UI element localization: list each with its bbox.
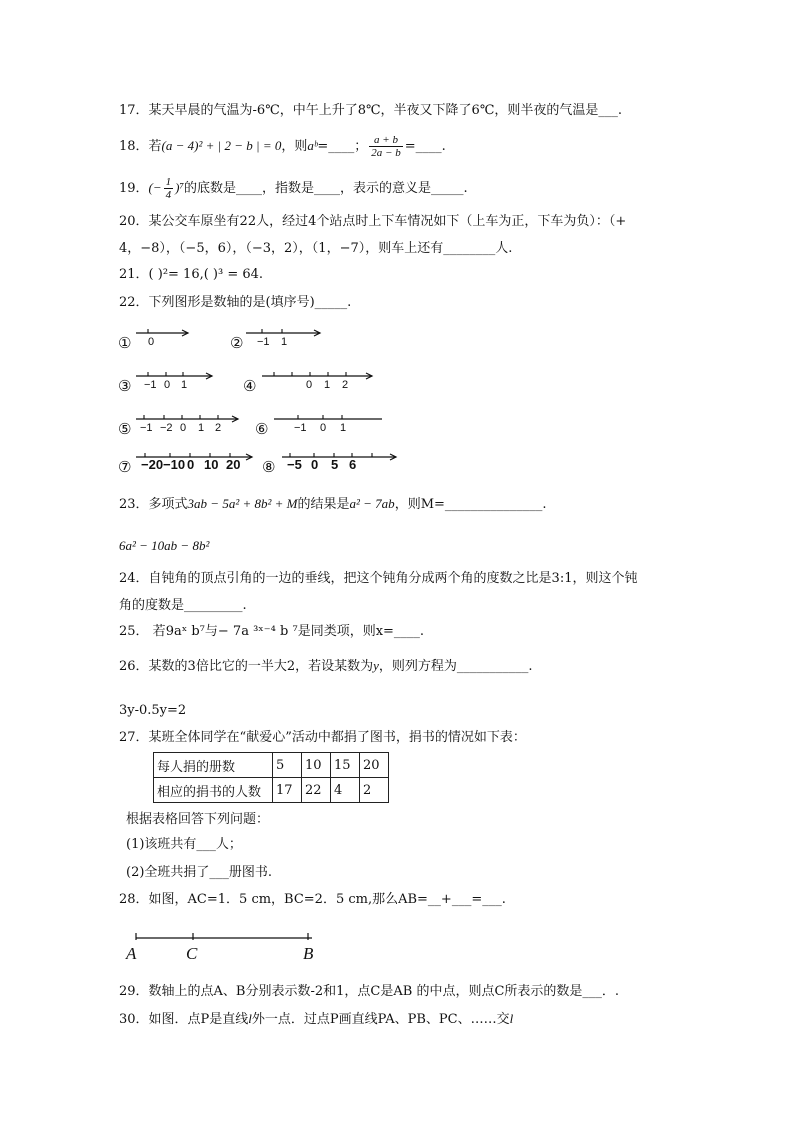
numberline-2 xyxy=(230,329,320,352)
numberline-8 xyxy=(262,453,396,476)
numberline-label: 1 xyxy=(181,379,188,391)
question-25 xyxy=(119,623,424,641)
numberline-id: ① xyxy=(118,335,132,352)
numberline-label: 0 xyxy=(180,422,187,434)
q25-term2: − 7a ³ˣ⁻⁴ b ⁷ xyxy=(217,624,298,639)
numberline-3 xyxy=(118,372,212,395)
q23-mid: 的结果是 xyxy=(297,497,350,512)
table-cell: 10 xyxy=(302,753,331,778)
numberline-label: −5 xyxy=(287,457,302,472)
numberline-label: −2 xyxy=(160,422,173,434)
numberline-1 xyxy=(118,329,188,352)
q18-blank2: =____. xyxy=(404,139,446,154)
table-cell: 5 xyxy=(273,753,302,778)
q30-mid: 外一点．过点P画直线PA、PB、PC、……交 xyxy=(251,1012,510,1027)
q25-term1: 9aˣ b⁷ xyxy=(165,624,205,639)
question-17: 17．某天早晨的气温为-6℃，中午上升了8℃，半夜又下降了6℃，则半夜的气温是___. xyxy=(119,103,623,118)
segment-figure xyxy=(120,928,330,964)
table-cell: 2 xyxy=(360,778,389,803)
q18-frac-num: a + b xyxy=(369,134,402,147)
table-cell: 4 xyxy=(331,778,360,803)
question-27-prompt: 根据表格回答下列问题： xyxy=(126,812,270,827)
q23-prefix: 23．多项式 xyxy=(119,497,188,512)
numberline-label: −1 xyxy=(140,422,153,434)
numberline-4 xyxy=(243,372,372,395)
table-cell: 17 xyxy=(273,778,302,803)
q19-frac-num: 1 xyxy=(165,176,172,188)
table-cell: 相应的捐书的人数 xyxy=(154,778,273,803)
q23-result: a² − 7ab xyxy=(349,496,395,511)
table-row xyxy=(154,753,389,778)
q30-var: l xyxy=(248,1011,252,1026)
numberline-label: −1 xyxy=(144,379,157,391)
numberline-label: 0 xyxy=(148,336,155,348)
q19-text: 的底数是____，指数是____，表示的意义是_____. xyxy=(184,181,468,196)
question-23-answer: 6a² − 10ab − 8b² xyxy=(119,538,210,553)
q18-frac-den: 2a − b xyxy=(371,147,401,159)
q18-expr1: (a − 4)² + | 2 − b | = 0 xyxy=(161,138,282,153)
numberline-label: 0 xyxy=(320,422,327,434)
numberline-label: 6 xyxy=(349,457,357,472)
q25-mid: 与 xyxy=(204,624,218,639)
question-20-line1: 20．某公交车原坐有22人，经过4个站点时上下车情况如下（上车为正，下车为负）：（+ xyxy=(119,214,627,229)
q19-base: (− xyxy=(148,180,162,195)
numberline-label: 0 xyxy=(306,379,313,391)
table-cell: 22 xyxy=(302,778,331,803)
table-row xyxy=(154,778,389,803)
numberline-label: 0 xyxy=(311,457,319,472)
numberline-label: 10 xyxy=(204,457,219,472)
numberline-label: 1 xyxy=(340,422,347,434)
question-26 xyxy=(119,657,533,676)
numberline-label: 20 xyxy=(226,457,241,472)
question-30 xyxy=(119,1010,513,1029)
point-a-label: A xyxy=(126,944,137,963)
question-20-line2: 4，−8），（−5，6），（−3，2），（1，−7），则车上还有________人. xyxy=(119,241,513,256)
numberline-label: 5 xyxy=(331,457,339,472)
question-26-answer: 3y-0.5y=2 xyxy=(119,703,187,718)
point-b-label: B xyxy=(303,944,314,963)
q18-prefix: 18．若 xyxy=(119,139,162,154)
numberline-id: ⑥ xyxy=(255,421,269,438)
question-21: 21．( )²= 16,( )³ = 64. xyxy=(119,267,264,282)
q23-expr: 3ab − 5a² + 8b² + M xyxy=(187,496,298,511)
question-23 xyxy=(119,495,547,514)
question-29: 29．数轴上的点A、B分别表示数-2和1，点C是AB 的中点，则点C所表示的数是___．. xyxy=(119,984,620,999)
numberline-label: 2 xyxy=(215,422,222,434)
numberline-id: ⑧ xyxy=(262,459,276,476)
q26-var: y xyxy=(373,658,379,673)
numberline-5 xyxy=(118,415,238,438)
numberline-id: ⑦ xyxy=(118,459,132,476)
question-27-part2: (2)全班共捐了___册图书. xyxy=(126,865,273,880)
numberline-label: 1 xyxy=(324,379,331,391)
q18-mid: ，则 xyxy=(281,139,308,154)
table-cell: 20 xyxy=(360,753,389,778)
numberline-label: 0 xyxy=(187,457,195,472)
numberline-label: 0 xyxy=(164,379,171,391)
q19-prefix: 19． xyxy=(119,181,149,196)
q26-suffix: ，则列方程为___________. xyxy=(378,659,533,674)
numberline-id: ② xyxy=(230,335,244,352)
question-27: 27．某班全体同学在“献爱心”活动中都捐了图书，捐书的情况如下表： xyxy=(119,730,526,745)
q23-suffix: ，则M=_______________. xyxy=(394,497,547,512)
numberline-label: −1 xyxy=(294,422,307,434)
q25-prefix: 25． 若 xyxy=(119,624,166,639)
question-28: 28．如图，AC=1．5 cm，BC=2．5 cm,那么AB=__+___=___. xyxy=(119,892,506,907)
question-27-part1: (1)该班共有___人； xyxy=(126,837,242,852)
question-24-line1: 24．自钝角的顶点引角的一边的垂线，把这个钝角分成两个角的度数之比是3:1，则这个钝 xyxy=(119,571,638,586)
numberline-label: −20 xyxy=(141,457,164,472)
q25-suffix: 是同类项，则x=____. xyxy=(297,624,425,639)
numberline-7 xyxy=(118,453,252,476)
question-22: 22．下列图形是数轴的是(填序号)_____. xyxy=(119,295,352,310)
q18-blank1: =____； xyxy=(317,139,368,154)
q19-exp: )⁷ xyxy=(175,180,185,195)
table-cell: 15 xyxy=(331,753,360,778)
q30-text: 30．如图．点P是直线 xyxy=(119,1012,249,1027)
q19-frac-den: 4 xyxy=(165,189,172,201)
numberline-figures xyxy=(0,0,794,480)
numberline-id: ⑤ xyxy=(118,421,132,438)
question-24-line2: 角的度数是_________. xyxy=(119,598,247,613)
numberline-label: 1 xyxy=(198,422,205,434)
numberline-label: 2 xyxy=(342,379,349,391)
numberline-6 xyxy=(255,415,382,438)
donation-table xyxy=(153,752,389,803)
table-cell: 每人捐的册数 xyxy=(154,753,273,778)
q30-var2: l xyxy=(509,1011,514,1026)
numberline-id: ③ xyxy=(118,378,132,395)
numberline-id: ④ xyxy=(243,378,257,395)
q18-expr2: aᵇ xyxy=(307,138,318,153)
numberline-label: −10 xyxy=(163,457,186,472)
q26-prefix: 26．某数的3倍比它的一半大2，若设某数为 xyxy=(119,659,374,674)
numberline-label: 1 xyxy=(281,336,288,348)
numberline-label: −1 xyxy=(257,336,270,348)
point-c-label: C xyxy=(186,944,198,963)
